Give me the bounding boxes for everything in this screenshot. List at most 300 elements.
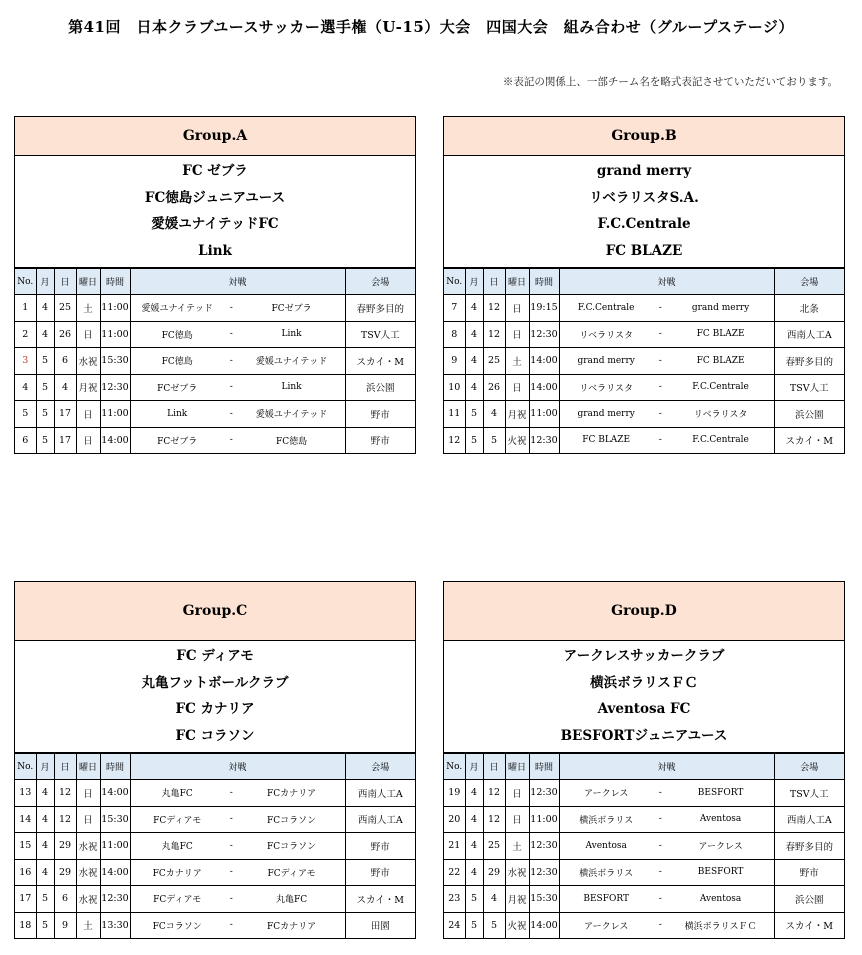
match-time: 11:00	[100, 295, 130, 322]
match-no: 20	[444, 806, 465, 833]
match-day: 12	[483, 295, 505, 322]
match-time: 15:30	[100, 806, 130, 833]
match-month: 5	[465, 401, 483, 428]
match-day: 6	[54, 886, 76, 913]
vs-separator: -	[658, 893, 662, 904]
away-team: FCカナリア	[267, 789, 317, 800]
group-name: Group.B	[611, 128, 677, 144]
vs-separator: -	[658, 840, 662, 851]
away-team: 横浜ボラリスＦＣ	[684, 921, 757, 932]
match-weekday: 水祝	[76, 833, 100, 860]
home-team: grand merry	[577, 408, 635, 419]
match-month: 4	[36, 833, 54, 860]
match-no: 17	[15, 886, 36, 913]
match-venue: 浜公園	[774, 886, 844, 913]
match-venue: スカイ・M	[345, 348, 415, 375]
match-month: 5	[36, 348, 54, 375]
home-team: F.C.Centrale	[577, 302, 635, 313]
match-pairing	[559, 859, 774, 886]
vs-separator: -	[658, 355, 662, 366]
match-pairing	[559, 806, 774, 833]
away-team: FCゼブラ	[271, 304, 312, 315]
match-time: 11:00	[100, 401, 130, 428]
table-row	[15, 374, 415, 401]
table-row	[15, 912, 415, 938]
team-name: 横浜ボラリスＦＣ	[590, 674, 698, 691]
column-header-weekday: 曜日	[505, 754, 529, 780]
match-table	[15, 268, 415, 453]
table-row	[15, 321, 415, 348]
match-venue: TSV人工	[345, 321, 415, 348]
match-venue: 西南人工A	[774, 321, 844, 348]
match-time: 14:00	[529, 912, 559, 938]
match-weekday: 土	[76, 295, 100, 322]
match-pairing	[559, 427, 774, 453]
match-no: 21	[444, 833, 465, 860]
match-weekday: 日	[76, 780, 100, 807]
table-row	[444, 427, 844, 453]
vs-separator: -	[229, 382, 233, 393]
match-time: 11:00	[529, 806, 559, 833]
away-team: BESFORT	[697, 787, 744, 798]
match-venue: TSV人工	[774, 780, 844, 807]
team-name: 丸亀フットボールクラブ	[141, 674, 289, 691]
away-team: FCコラソン	[267, 842, 317, 853]
match-table	[15, 753, 415, 938]
vs-separator: -	[229, 435, 233, 446]
match-weekday: 月祝	[505, 401, 529, 428]
match-pairing	[130, 321, 345, 348]
vs-separator: -	[229, 329, 233, 340]
match-month: 4	[36, 321, 54, 348]
match-weekday: 水祝	[76, 348, 100, 375]
home-team: アークレス	[583, 921, 629, 932]
match-time: 12:30	[529, 321, 559, 348]
column-header-no: No.	[15, 754, 36, 780]
match-no: 22	[444, 859, 465, 886]
table-row	[444, 295, 844, 322]
column-header-weekday: 曜日	[76, 754, 100, 780]
column-header-day: 日	[54, 754, 76, 780]
match-day: 26	[54, 321, 76, 348]
team-name: アークレスサッカークラブ	[563, 648, 725, 664]
match-day: 25	[483, 348, 505, 375]
table-row	[444, 912, 844, 938]
match-month: 5	[36, 912, 54, 938]
match-time: 11:00	[529, 401, 559, 428]
abbreviation-note: ※表記の関係上、一部チーム名を略式表記させていただいております。	[502, 76, 838, 88]
team-name: FC BLAZE	[605, 242, 683, 259]
vs-separator: -	[229, 893, 233, 904]
group-name: Group.D	[611, 603, 677, 619]
team-name: Aventosa FC	[597, 701, 691, 717]
table-header-row	[444, 269, 844, 295]
match-time: 11:00	[100, 833, 130, 860]
match-day: 25	[54, 295, 76, 322]
away-team: FCコラソン	[267, 815, 317, 826]
column-header-month: 月	[465, 754, 483, 780]
match-weekday: 日	[505, 806, 529, 833]
match-month: 5	[465, 427, 483, 453]
match-month: 5	[36, 374, 54, 401]
vs-separator: -	[658, 408, 662, 419]
match-venue: 西南人工A	[345, 806, 415, 833]
match-no: 8	[444, 321, 465, 348]
match-pairing	[559, 833, 774, 860]
table-header-row	[15, 269, 415, 295]
team-list	[444, 156, 844, 268]
match-month: 5	[36, 886, 54, 913]
away-team: 愛媛ユナイテッド	[255, 357, 328, 368]
column-header-match: 対戦	[130, 754, 345, 780]
vs-separator: -	[658, 787, 662, 798]
match-venue: TSV人工	[774, 374, 844, 401]
match-weekday: 日	[505, 374, 529, 401]
match-month: 4	[36, 859, 54, 886]
table-row	[15, 859, 415, 886]
table-row	[15, 806, 415, 833]
match-weekday: 水祝	[505, 859, 529, 886]
column-header-venue: 会場	[345, 269, 415, 295]
home-team: BESFORT	[583, 893, 629, 904]
match-weekday: 水祝	[76, 886, 100, 913]
column-header-match: 対戦	[559, 754, 774, 780]
vs-separator: -	[229, 302, 233, 313]
match-pairing	[130, 374, 345, 401]
home-team: 愛媛ユナイテッド	[141, 304, 213, 315]
team-name: FC ディアモ	[176, 648, 254, 664]
column-header-time: 時間	[100, 754, 130, 780]
table-row	[444, 833, 844, 860]
match-weekday: 日	[76, 806, 100, 833]
group-b-card	[443, 116, 845, 454]
home-team: FCゼブラ	[157, 383, 198, 394]
column-header-match: 対戦	[130, 269, 345, 295]
away-team: FCカナリア	[267, 921, 317, 932]
home-team: アークレス	[583, 789, 629, 800]
home-team: FC徳島	[161, 330, 193, 341]
vs-separator: -	[229, 867, 233, 878]
match-day: 12	[483, 780, 505, 807]
home-team: FCディアモ	[153, 895, 202, 906]
table-row	[444, 780, 844, 807]
match-weekday: 土	[76, 912, 100, 938]
match-no: 15	[15, 833, 36, 860]
match-month: 4	[36, 806, 54, 833]
match-pairing	[130, 833, 345, 860]
match-weekday: 月祝	[505, 886, 529, 913]
column-header-time: 時間	[100, 269, 130, 295]
match-month: 4	[465, 833, 483, 860]
home-team: grand merry	[577, 355, 635, 366]
match-day: 29	[483, 859, 505, 886]
match-venue: 春野多目的	[774, 833, 844, 860]
match-time: 12:30	[100, 886, 130, 913]
away-team: FC徳島	[276, 436, 308, 447]
match-no: 16	[15, 859, 36, 886]
vs-separator: -	[229, 840, 233, 851]
match-weekday: 火祝	[505, 427, 529, 453]
match-time: 14:00	[100, 780, 130, 807]
column-header-day: 日	[483, 754, 505, 780]
match-no: 11	[444, 401, 465, 428]
match-weekday: 水祝	[76, 859, 100, 886]
team-name: FC カナリア	[175, 701, 255, 717]
match-pairing	[130, 806, 345, 833]
match-day: 29	[54, 859, 76, 886]
match-pairing	[130, 886, 345, 913]
match-month: 4	[465, 348, 483, 375]
table-row	[15, 886, 415, 913]
match-no: 14	[15, 806, 36, 833]
vs-separator: -	[658, 329, 662, 340]
table-row	[15, 295, 415, 322]
match-month: 5	[465, 886, 483, 913]
match-venue: 野市	[774, 859, 844, 886]
table-row	[444, 374, 844, 401]
match-day: 26	[483, 374, 505, 401]
match-venue: 浜公園	[345, 374, 415, 401]
column-header-venue: 会場	[774, 754, 844, 780]
match-no: 24	[444, 912, 465, 938]
page-title: 第41回 日本クラブユースサッカー選手権（U-15）大会 四国大会 組み合わせ（グループステージ）	[68, 18, 794, 36]
team-list	[15, 156, 415, 268]
table-row	[15, 780, 415, 807]
match-venue: 野市	[345, 427, 415, 453]
team-list	[15, 641, 415, 753]
away-team: FC BLAZE	[696, 329, 745, 340]
match-venue: 北条	[774, 295, 844, 322]
home-team: FCカナリア	[152, 868, 202, 879]
vs-separator: -	[229, 355, 233, 366]
home-team: 横浜ボラリス	[579, 815, 634, 826]
vs-separator: -	[229, 920, 233, 931]
match-no: 5	[15, 401, 36, 428]
home-team: リベラリスタ	[579, 330, 633, 341]
match-venue: 野市	[345, 859, 415, 886]
match-pairing	[559, 295, 774, 322]
match-time: 12:30	[529, 859, 559, 886]
match-venue: スカイ・M	[774, 427, 844, 453]
column-header-venue: 会場	[345, 754, 415, 780]
match-month: 4	[465, 321, 483, 348]
table-row	[15, 348, 415, 375]
match-month: 4	[465, 374, 483, 401]
match-no: 12	[444, 427, 465, 453]
vs-separator: -	[229, 787, 233, 798]
match-time: 12:30	[529, 833, 559, 860]
away-team: アークレス	[698, 842, 743, 853]
match-no: 6	[15, 427, 36, 453]
away-team: リベラリスタ	[693, 410, 748, 421]
away-team: F.C.Centrale	[692, 435, 749, 446]
match-pairing	[130, 427, 345, 453]
table-row	[15, 833, 415, 860]
match-venue: 春野多目的	[774, 348, 844, 375]
match-no: 13	[15, 780, 36, 807]
team-name: grand merry	[596, 163, 692, 179]
column-header-time: 時間	[529, 754, 559, 780]
away-team: Aventosa	[699, 893, 742, 904]
match-time: 15:30	[529, 886, 559, 913]
match-time: 13:30	[100, 912, 130, 938]
match-day: 12	[54, 780, 76, 807]
match-pairing	[130, 780, 345, 807]
match-day: 29	[54, 833, 76, 860]
table-row	[444, 806, 844, 833]
match-weekday: 日	[76, 427, 100, 453]
home-team: リベラリスタ	[579, 383, 633, 394]
group-c-card	[14, 581, 416, 939]
match-pairing	[559, 886, 774, 913]
table-row	[444, 886, 844, 913]
home-team: Link	[167, 408, 188, 419]
match-time: 14:00	[100, 427, 130, 453]
away-team: Aventosa	[699, 814, 742, 825]
match-venue: 春野多目的	[345, 295, 415, 322]
vs-separator: -	[658, 382, 662, 393]
home-team: 丸亀FC	[161, 789, 193, 800]
match-month: 5	[36, 427, 54, 453]
match-time: 19:15	[529, 295, 559, 322]
column-header-month: 月	[36, 754, 54, 780]
team-name: BESFORTジュニアユース	[560, 727, 728, 744]
vs-separator: -	[658, 867, 662, 878]
home-team: Aventosa	[585, 840, 627, 851]
match-time: 12:30	[100, 374, 130, 401]
away-team: 愛媛ユナイテッド	[255, 410, 328, 421]
group-header	[15, 582, 415, 641]
table-row	[444, 401, 844, 428]
match-venue: 西南人工A	[345, 780, 415, 807]
home-team: FC BLAZE	[582, 435, 631, 446]
match-time: 14:00	[529, 348, 559, 375]
away-team: grand merry	[691, 302, 750, 313]
away-team: BESFORT	[697, 867, 744, 878]
match-day: 5	[483, 427, 505, 453]
vs-separator: -	[658, 302, 662, 313]
team-name: リベラリスタS.A.	[589, 189, 699, 206]
group-name: Group.A	[182, 128, 248, 144]
match-pairing	[559, 321, 774, 348]
match-day: 17	[54, 427, 76, 453]
match-day: 9	[54, 912, 76, 938]
match-venue: 田園	[345, 912, 415, 938]
match-no: 19	[444, 780, 465, 807]
column-header-no: No.	[15, 269, 36, 295]
away-team: F.C.Centrale	[692, 382, 749, 393]
match-month: 5	[36, 401, 54, 428]
match-time: 14:00	[100, 859, 130, 886]
team-name: F.C.Centrale	[597, 216, 691, 232]
away-team: Link	[281, 382, 302, 393]
column-header-month: 月	[465, 269, 483, 295]
match-no: 18	[15, 912, 36, 938]
home-team: 横浜ボラリス	[579, 868, 634, 879]
match-no: 10	[444, 374, 465, 401]
match-pairing	[559, 348, 774, 375]
match-pairing	[130, 348, 345, 375]
match-pairing	[130, 295, 345, 322]
match-month: 4	[465, 806, 483, 833]
group-header	[15, 117, 415, 156]
match-day: 12	[483, 806, 505, 833]
match-day: 12	[54, 806, 76, 833]
match-table	[444, 753, 844, 938]
group-header	[444, 582, 844, 641]
match-time: 12:30	[529, 780, 559, 807]
match-venue: 西南人工A	[774, 806, 844, 833]
match-no: 2	[15, 321, 36, 348]
match-venue: 野市	[345, 401, 415, 428]
team-name: 愛媛ユナイテッドFC	[151, 216, 279, 232]
table-row	[444, 321, 844, 348]
match-pairing	[559, 780, 774, 807]
match-no: 4	[15, 374, 36, 401]
match-table	[444, 268, 844, 453]
match-pairing	[559, 374, 774, 401]
away-team: 丸亀FC	[276, 895, 308, 906]
match-pairing	[559, 912, 774, 938]
match-month: 4	[465, 295, 483, 322]
vs-separator: -	[229, 814, 233, 825]
match-time: 14:00	[529, 374, 559, 401]
away-team: Link	[281, 329, 302, 340]
match-pairing	[130, 912, 345, 938]
home-team: 丸亀FC	[161, 842, 193, 853]
match-month: 5	[465, 912, 483, 938]
team-name: Link	[198, 242, 232, 259]
away-team: FC BLAZE	[696, 355, 745, 366]
match-venue: スカイ・M	[774, 912, 844, 938]
column-header-no: No.	[444, 269, 465, 295]
column-header-venue: 会場	[774, 269, 844, 295]
match-month: 4	[36, 295, 54, 322]
match-day: 6	[54, 348, 76, 375]
table-row	[15, 401, 415, 428]
home-team: FCゼブラ	[157, 436, 198, 447]
table-header-row	[444, 754, 844, 780]
match-day: 4	[483, 401, 505, 428]
column-header-month: 月	[36, 269, 54, 295]
match-day: 17	[54, 401, 76, 428]
vs-separator: -	[658, 920, 662, 931]
home-team: FC徳島	[161, 357, 193, 368]
table-header-row	[15, 754, 415, 780]
match-no: 3	[15, 348, 36, 375]
table-row	[444, 859, 844, 886]
table-row	[444, 348, 844, 375]
column-header-weekday: 曜日	[505, 269, 529, 295]
column-header-day: 日	[54, 269, 76, 295]
match-time: 12:30	[529, 427, 559, 453]
column-header-day: 日	[483, 269, 505, 295]
match-weekday: 土	[505, 348, 529, 375]
home-team: FCディアモ	[153, 815, 202, 826]
match-day: 25	[483, 833, 505, 860]
match-pairing	[130, 859, 345, 886]
match-time: 15:30	[100, 348, 130, 375]
vs-separator: -	[229, 408, 233, 419]
match-day: 12	[483, 321, 505, 348]
vs-separator: -	[658, 435, 662, 446]
match-time: 11:00	[100, 321, 130, 348]
match-weekday: 日	[505, 780, 529, 807]
match-weekday: 火祝	[505, 912, 529, 938]
match-no: 7	[444, 295, 465, 322]
match-weekday: 土	[505, 833, 529, 860]
group-a-card	[14, 116, 416, 454]
